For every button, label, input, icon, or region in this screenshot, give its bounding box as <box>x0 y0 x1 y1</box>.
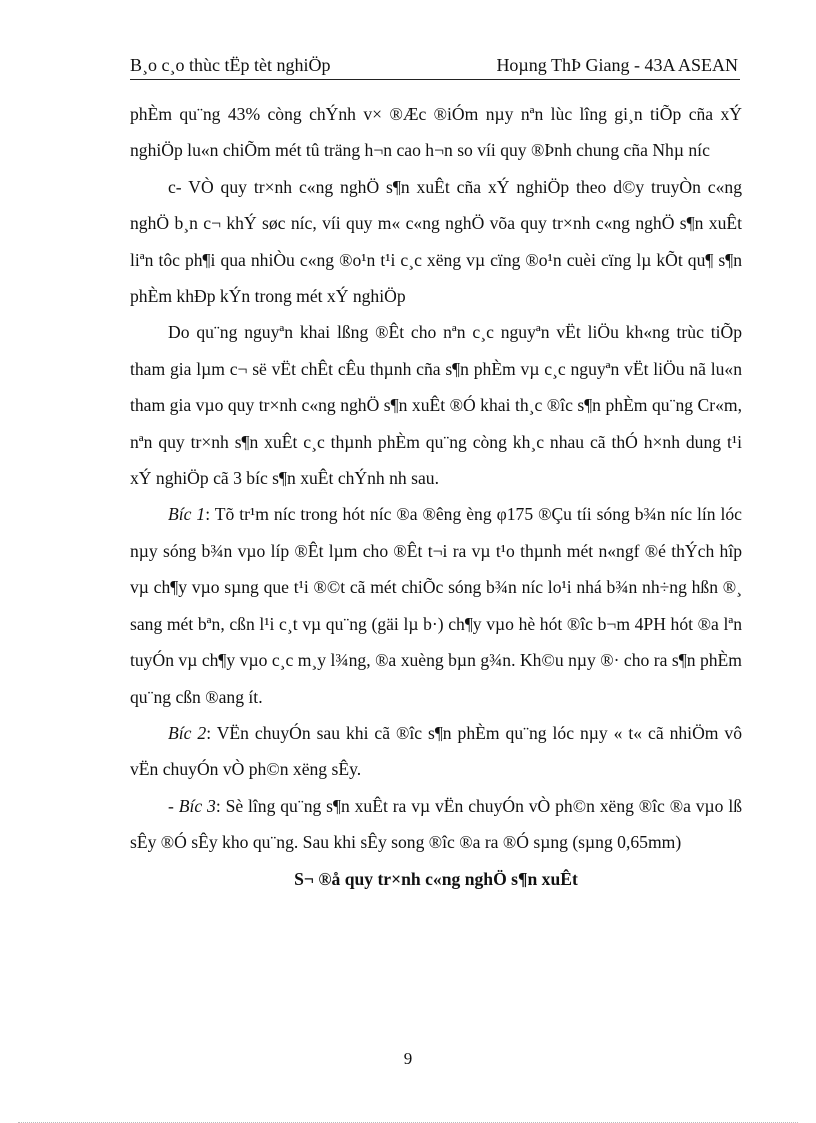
step-text: : Sè lîng qu¨ng s¶n xuÊt ra vµ vËn chuyÓn vÒ ph©n xëng ®îc ®a vµo lß sÊy ®Ó sÊy kho qu¨ng. Sau khi sÊy song ®îc ®a ra ®Ó sµng (sµng 0,65mm) <box>130 795 742 853</box>
header-author: Hoµng ThÞ Giang - 43A ASEAN <box>496 55 738 75</box>
paragraph: phÈm qu¨ng 43% còng chÝnh v× ®Æc ®iÓm nµy nªn lùc lîng gi¸n tiÕp cña xÝ nghiÖp lu«n chiÕm mét tû träng h¬n cao h¬n so víi quy ®Þnh chung cña Nhµ níc <box>130 104 742 161</box>
step-3-paragraph <box>130 788 742 861</box>
step-label: Bíc 1 <box>168 504 206 525</box>
step-text: : VËn chuyÓn sau khi cã ®îc s¶n phÈm qu¨ng lóc nµy « t« cã nhiÖm vô vËn chuyÓn vÒ ph©n xëng sÊy. <box>130 722 743 780</box>
step-prefix: - <box>168 795 179 816</box>
step-label: Bíc 3 <box>178 795 216 816</box>
step-1-paragraph <box>130 496 742 714</box>
page-body <box>130 96 742 897</box>
step-text: : Tõ tr¹m níc trong hót níc ®a ®êng èng φ175 ®Çu tíi sóng b¾n níc lín lóc nµy sóng b¾n vµo líp ®Êt lµm cho ®Êt t¬i ra vµ t¹o thµnh mét n«ngf ®é thÝch hîp vµ ch¶y vµo sµng que t¹i ®©t cã mét chiÕc sóng b¾n níc lo¹i nhá b¾n nh÷ng hßn ®¸ sang mét bªn, cßn l¹i c¸t vµ qu¨ng (gäi lµ b·) ch¶y vµo hè hót ®îc b¬m 4PH hót ®a lªn tuyÓn vµ ch¶y vµo c¸c m¸y l¾ng, ®a xuèng bµn g¾n. Kh©u nµy ®· cho ra s¶n phÈm qu¨ng cßn ®ang ít. <box>130 504 742 707</box>
step-2-paragraph <box>130 715 742 788</box>
paragraph: Do qu¨ng nguyªn khai lßng ®Êt cho nªn c¸c nguyªn vËt liÖu kh«ng trùc tiÕp tham gia lµm c¬ së vËt chÊt cÊu thµnh cña s¶n phÈm vµ c¸c nguyªn vËt liÖu nã lu«n tham gia vµo quy tr×nh c«ng nghÖ s¶n xuÊt ®Ó khai th¸c ®îc s¶n phÈm qu¨ng Cr«m, nªn quy tr×nh s¶n xuÊt c¸c thµnh phÈm qu¨ng còng kh¸c nhau cã thÓ h×nh dung t¹i xÝ nghiÖp cã 3 bíc s¶n xuÊt chÝnh nh sau. <box>130 322 742 489</box>
paragraph: c- VÒ quy tr×nh c«ng nghÖ s¶n xuÊt cña xÝ nghiÖp theo d©y truyÒn c«ng nghÖ b¸n c¬ khÝ søc níc, víi quy m« c«ng nghÖ võa quy tr×nh c«ng nghÖ s¶n xuÊt liªn tôc ph¶i qua nhiÒu c«ng ®o¹n t¹i c¸c xëng vµ cïng ®o¹n cuèi cïng lµ kÕt qu¶ s¶n phÈm khÐp kÝn trong mét xÝ nghiÖp <box>130 176 742 307</box>
header-divider <box>130 79 740 80</box>
diagram-caption: S¬ ®å quy tr×nh c«ng nghÖ s¶n xuÊt <box>294 868 578 889</box>
running-header <box>130 52 738 78</box>
page-number: 9 <box>403 1049 413 1068</box>
step-label: Bíc 2 <box>168 722 207 743</box>
header-report-title: B¸o c¸o thùc tËp tèt nghiÖp <box>130 55 331 75</box>
